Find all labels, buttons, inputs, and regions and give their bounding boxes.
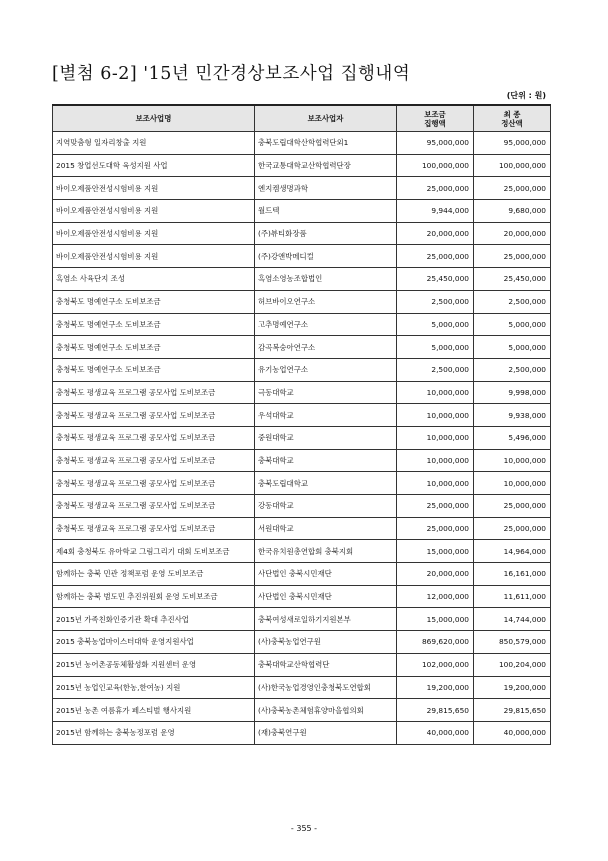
- cell-subsidy: 869,620,000: [397, 631, 474, 654]
- table-row: [53, 177, 551, 200]
- table-row: [53, 381, 551, 404]
- table-row: [53, 290, 551, 313]
- table-row: [53, 721, 551, 744]
- table-row: [53, 336, 551, 359]
- cell-subsidy: 10,000,000: [397, 472, 474, 495]
- table-row: [53, 472, 551, 495]
- cell-operator: (사)한국농업경영인충청북도연합회: [255, 676, 397, 699]
- table-row: [53, 358, 551, 381]
- cell-project: 제4회 충청북도 유아학교 그림그리기 대회 도비보조금: [53, 540, 255, 563]
- cell-final: 10,000,000: [474, 472, 551, 495]
- cell-subsidy: 2,500,000: [397, 358, 474, 381]
- cell-subsidy: 25,000,000: [397, 177, 474, 200]
- cell-final: 100,204,000: [474, 653, 551, 676]
- cell-operator: 한국교통대학교산학협력단장: [255, 154, 397, 177]
- cell-final: 10,000,000: [474, 449, 551, 472]
- cell-subsidy: 10,000,000: [397, 381, 474, 404]
- cell-final: 95,000,000: [474, 132, 551, 155]
- cell-subsidy: 40,000,000: [397, 721, 474, 744]
- cell-project: 흑염소 사육단지 조성: [53, 268, 255, 291]
- cell-operator: 사단법인 충북시민재단: [255, 585, 397, 608]
- cell-final: 14,744,000: [474, 608, 551, 631]
- cell-project: 2015년 함께하는 충북농정포럼 운영: [53, 721, 255, 744]
- table-row: [53, 245, 551, 268]
- cell-final: 5,000,000: [474, 313, 551, 336]
- header-project: 보조사업명: [53, 105, 255, 132]
- cell-operator: 고추명예연구소: [255, 313, 397, 336]
- cell-subsidy: 12,000,000: [397, 585, 474, 608]
- header-final: [474, 105, 551, 132]
- cell-final: 9,938,000: [474, 404, 551, 427]
- cell-subsidy: 102,000,000: [397, 653, 474, 676]
- cell-project: 2015년 가족친화인증기관 확대 추진사업: [53, 608, 255, 631]
- table-row: [53, 540, 551, 563]
- cell-final: 20,000,000: [474, 222, 551, 245]
- table-row: [53, 517, 551, 540]
- cell-project: 충청북도 평생교육 프로그램 공모사업 도비보조금: [53, 472, 255, 495]
- cell-subsidy: 5,000,000: [397, 336, 474, 359]
- table-header-row: [53, 105, 551, 132]
- cell-final: 5,000,000: [474, 336, 551, 359]
- document-title: [별첨 6-2] '15년 민간경상보조사업 집행내역: [52, 64, 411, 84]
- cell-operator: (재)충북연구원: [255, 721, 397, 744]
- cell-final: 850,579,000: [474, 631, 551, 654]
- cell-project: 바이오제품안전성시험비용 지원: [53, 177, 255, 200]
- table-row: [53, 495, 551, 518]
- cell-subsidy: 29,815,650: [397, 699, 474, 722]
- table-row: [53, 132, 551, 155]
- cell-operator: 중원대학교: [255, 426, 397, 449]
- cell-project: 함께하는 충북 민관 정책포럼 운영 도비보조금: [53, 563, 255, 586]
- cell-final: 2,500,000: [474, 290, 551, 313]
- cell-final: 5,496,000: [474, 426, 551, 449]
- table-row: [53, 200, 551, 223]
- cell-final: 25,000,000: [474, 495, 551, 518]
- cell-project: 충청북도 명예연구소 도비보조금: [53, 358, 255, 381]
- cell-subsidy: 10,000,000: [397, 404, 474, 427]
- cell-project: 2015년 농업인교육(한농,한여농) 지원: [53, 676, 255, 699]
- table-row: [53, 313, 551, 336]
- header-subsidy-line1: 보조금: [424, 109, 446, 119]
- cell-operator: (사)충북농업연구원: [255, 631, 397, 654]
- cell-project: 바이오제품안전성시험비용 지원: [53, 245, 255, 268]
- header-final-line1: 최 종: [503, 109, 521, 119]
- header-final-line2: 정산액: [501, 118, 523, 128]
- cell-operator: 유기농업연구소: [255, 358, 397, 381]
- cell-operator: 충북도립대학산학협력단외1: [255, 132, 397, 155]
- cell-final: 19,200,000: [474, 676, 551, 699]
- cell-operator: (사)충북농촌체험휴양마을협의회: [255, 699, 397, 722]
- cell-project: 함께하는 충북 범도민 추진위원회 운영 도비보조금: [53, 585, 255, 608]
- cell-operator: 충북대학교산학협력단: [255, 653, 397, 676]
- cell-project: 충청북도 명예연구소 도비보조금: [53, 290, 255, 313]
- cell-subsidy: 25,000,000: [397, 517, 474, 540]
- cell-operator: 극동대학교: [255, 381, 397, 404]
- table-row: [53, 699, 551, 722]
- cell-project: 바이오제품안전성시험비용 지원: [53, 222, 255, 245]
- cell-subsidy: 25,450,000: [397, 268, 474, 291]
- table-row: [53, 653, 551, 676]
- cell-operator: 우석대학교: [255, 404, 397, 427]
- cell-final: 16,161,000: [474, 563, 551, 586]
- cell-operator: 충북도립대학교: [255, 472, 397, 495]
- cell-project: 충청북도 평생교육 프로그램 공모사업 도비보조금: [53, 381, 255, 404]
- cell-final: 9,680,000: [474, 200, 551, 223]
- cell-subsidy: 9,944,000: [397, 200, 474, 223]
- table-row: [53, 449, 551, 472]
- cell-subsidy: 25,000,000: [397, 495, 474, 518]
- table-row: [53, 631, 551, 654]
- cell-project: 2015 충북농업마이스터대학 운영지원사업: [53, 631, 255, 654]
- cell-subsidy: 2,500,000: [397, 290, 474, 313]
- cell-subsidy: 19,200,000: [397, 676, 474, 699]
- cell-subsidy: 20,000,000: [397, 563, 474, 586]
- cell-operator: 월드텍: [255, 200, 397, 223]
- cell-project: 충청북도 명예연구소 도비보조금: [53, 336, 255, 359]
- cell-subsidy: 15,000,000: [397, 608, 474, 631]
- cell-final: 40,000,000: [474, 721, 551, 744]
- cell-operator: 사단법인 충북시민재단: [255, 563, 397, 586]
- cell-project: 바이오제품안전성시험비용 지원: [53, 200, 255, 223]
- cell-subsidy: 20,000,000: [397, 222, 474, 245]
- cell-project: 2015 창업선도대학 육성지원 사업: [53, 154, 255, 177]
- cell-final: 25,000,000: [474, 517, 551, 540]
- cell-final: 25,000,000: [474, 245, 551, 268]
- table-row: [53, 608, 551, 631]
- cell-final: 25,450,000: [474, 268, 551, 291]
- cell-final: 29,815,650: [474, 699, 551, 722]
- unit-label: (단위 : 원): [506, 91, 546, 100]
- cell-final: 14,964,000: [474, 540, 551, 563]
- cell-operator: 흑염소영농조합법인: [255, 268, 397, 291]
- header-operator: 보조사업자: [255, 105, 397, 132]
- cell-project: 충청북도 평생교육 프로그램 공모사업 도비보조금: [53, 495, 255, 518]
- header-subsidy: [397, 105, 474, 132]
- cell-subsidy: 100,000,000: [397, 154, 474, 177]
- cell-operator: 한국유치원총연합회 충북지회: [255, 540, 397, 563]
- cell-operator: 충북여성새로일하기지원본부: [255, 608, 397, 631]
- cell-subsidy: 15,000,000: [397, 540, 474, 563]
- page-number: - 355 -: [290, 824, 318, 833]
- cell-subsidy: 10,000,000: [397, 449, 474, 472]
- table-row: [53, 426, 551, 449]
- cell-operator: 엔지켐생명과학: [255, 177, 397, 200]
- cell-final: 25,000,000: [474, 177, 551, 200]
- cell-project: 충청북도 명예연구소 도비보조금: [53, 313, 255, 336]
- subsidy-table: [52, 104, 551, 745]
- cell-operator: (주)강앤박메디컬: [255, 245, 397, 268]
- cell-project: 충청북도 평생교육 프로그램 공모사업 도비보조금: [53, 404, 255, 427]
- table-row: [53, 222, 551, 245]
- cell-project: 충청북도 평생교육 프로그램 공모사업 도비보조금: [53, 517, 255, 540]
- cell-project: 충청북도 평생교육 프로그램 공모사업 도비보조금: [53, 449, 255, 472]
- cell-operator: 강동대학교: [255, 495, 397, 518]
- cell-project: 2015년 농촌 여름휴가 페스티벌 행사지원: [53, 699, 255, 722]
- cell-final: 100,000,000: [474, 154, 551, 177]
- cell-project: 2015년 농어촌공동체활성화 지원센터 운영: [53, 653, 255, 676]
- cell-subsidy: 10,000,000: [397, 426, 474, 449]
- table-row: [53, 676, 551, 699]
- cell-final: 11,611,000: [474, 585, 551, 608]
- cell-operator: 허브바이오연구소: [255, 290, 397, 313]
- cell-subsidy: 95,000,000: [397, 132, 474, 155]
- table-row: [53, 585, 551, 608]
- cell-final: 9,998,000: [474, 381, 551, 404]
- cell-operator: (주)뷰티화장품: [255, 222, 397, 245]
- table-row: [53, 154, 551, 177]
- cell-operator: 충북대학교: [255, 449, 397, 472]
- cell-final: 2,500,000: [474, 358, 551, 381]
- cell-project: 지역맞춤형 일자리창출 지원: [53, 132, 255, 155]
- cell-operator: 감곡복숭아연구소: [255, 336, 397, 359]
- cell-operator: 서원대학교: [255, 517, 397, 540]
- cell-subsidy: 25,000,000: [397, 245, 474, 268]
- table-row: [53, 404, 551, 427]
- table-row: [53, 268, 551, 291]
- cell-subsidy: 5,000,000: [397, 313, 474, 336]
- table-row: [53, 563, 551, 586]
- cell-project: 충청북도 평생교육 프로그램 공모사업 도비보조금: [53, 426, 255, 449]
- header-subsidy-line2: 집행액: [424, 118, 446, 128]
